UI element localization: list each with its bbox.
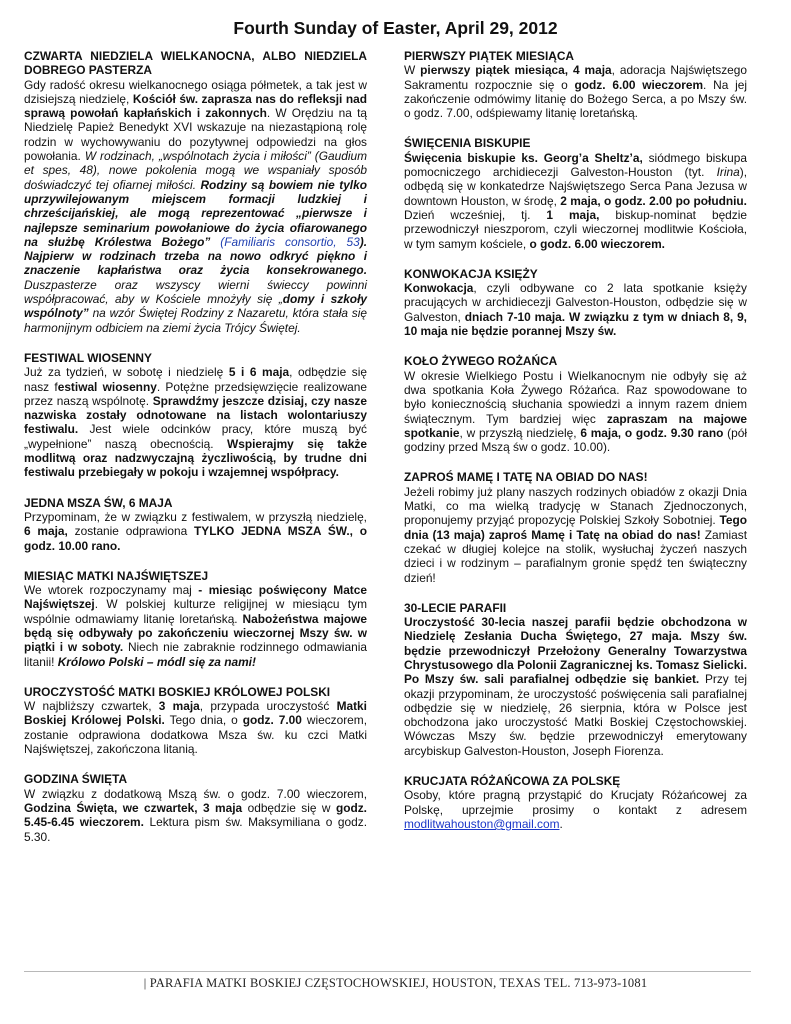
section-body: W najbliższy czwartek, 3 maja, przypada uroczystość Matki Boskiej Królowej Polski. Tego dnia, o godz. 7.00 wieczorem, zostanie odprawiona dodatkowa Msza św. ku czci Matki Najświętszej, zakończona litanią.: [24, 699, 367, 757]
section-body: Święcenia biskupie ks. Georg’a Sheltz’a, siódmego biskupa pomocniczego archidiecezji Galveston-Houston (tyt. Irina), odbędą się w konkatedrze Najświętszego Serca Pana Jezusa w downtown Houston, w środę, 2 maja, o godz. 2.00 po południu. Dzień wcześniej, tj. 1 maja, biskup-nominat będzie przewodniczył nieszporom, czyli wieczornej modlitwie Kościoła, w tym samym kościele, o godz. 6.00 wieczorem.: [404, 150, 747, 251]
section-heading: MIESIĄC MATKI NAJŚWIĘTSZEJ: [24, 568, 209, 583]
footer: | PARAFIA MATKI BOSKIEJ CZĘSTOCHOWSKIEJ, HOUSTON, TEXAS TEL. 713-973-1081: [143, 976, 648, 990]
section-heading: KRUCJATA RÓŻAŃCOWA ZA POLSKĘ: [404, 774, 621, 789]
footer-divider: [24, 971, 751, 972]
section-month-of-mary: [24, 569, 367, 669]
section-body: Konwokacja, czyli odbywane co 2 lata spotkanie księży pracujących w archidiecezji Galveston-Houston, odbędzie się w Galveston, dniach 7-10 maja. W związku z tym w dniach 8, 9, 10 maja nie będzie porannej Mszy św.: [404, 281, 747, 339]
section-one-mass: [24, 496, 367, 553]
section-rosary-crusade: [404, 774, 747, 831]
section-heading: KONWOKACJA KSIĘŻY: [404, 266, 538, 281]
left-column: [24, 49, 367, 860]
section-body: Uroczystość 30-lecia naszej parafii będzie obchodzona w Niedzielę Zesłania Ducha Świętego, 27 maja. Mszy św. będzie przewodniczył Przełożony Generalny Towarzystwa Chrystusowego dla Polonii Zagranicznej ks. Tomasz Sielicki. Po Mszy św. sali parafialnej odbędzie się bankiet. Przy tej okazji przypominam, że uroczystość poświęcenia sali parafialnej odbędzie się w niedzielę, 26 sierpnia, która w Polsce jest obchodzona jako uroczystość Matki Boskiej Częstochowskiej. Wówczas Mszy św. będzie przewodniczył emerytowany arcybiskup Galveston-Houston, Joseph Fiorenza.: [404, 615, 748, 758]
section-body: W okresie Wielkiego Postu i Wielkanocnym nie odbyły się aż dwa spotkania Koła Żywego Różańca. Raz spowodowane to było koniecznością słuchania spowiedzi a innym razem dniem świątecznym. Tym bardziej więc zapraszam na majowe spotkanie, w przyszłą niedzielę, 6 maja, o godz. 9.30 rano (pół godziny przed Mszą św o godz. 10.00).: [404, 368, 748, 455]
section-heading: CZWARTA NIEDZIELA WIELKANOCNA, ALBO NIEDZIELA DOBREGO PASTERZA: [24, 49, 367, 78]
section-body: Już za tydzień, w sobotę i niedzielę 5 i 6 maja, odbędzie się nasz festiwal wiosenny. Potężne przedsięwzięcie realizowane przez naszą wspólnotę. Sprawdźmy jeszcze dzisiaj, czy nasze nazwiska zostały odnotowane na listach wolontariuszy festiwalu. Jest wiele odcinków pracy, które muszą być „wypełnione” naszą obecnością. Wspierajmy się także modlitwą oraz nadzwyczajną życzliwością, by trudne dni festiwalu przebiegały w pokoju i wzajemnej współpracy.: [24, 365, 368, 480]
section-body: Gdy radość okresu wielkanocnego osiąga półmetek, a tak jest w dzisiejszą niedzielę, Kościół św. zaprasza nas do refleksji nad sprawą powołań kapłańskich i zakonnych. W Orędziu na tą Niedzielę Papież Benedykt XVI wskazuje na niezastąpioną rolę rodzin w wychowywaniu do pozytywnej odpowiedzi na głos powołania. W rodzinach, „wspólnotach życia i miłości” (Gaudium et spes, 48), nowe pokolenia mogą we wspaniały sposób doświadczyć tej ofiarnej miłości. Rodziny są bowiem nie tylko uprzywilejowanym miejscem formacji ludzkiej i chrześcijańskiej, ale mogą reprezentować „pierwsze i najlepsze seminarium powołaniowe do życia ofiarowanego na służbę Królestwa Bożego” (Familiaris consortio, 53). Najpierw w rodzinach trzeba na nowo odkryć piękno i znaczenie kapłaństwa oraz życia konsekrowanego. Duszpasterze oraz wszyscy wierni świeccy powinni współpracować, aby w Kościele mnożyły się „domy i szkoły wspólnoty” na wzór Świętej Rodziny z Nazaretu, która stała się harmonijnym odbiciem na ziemi życia Trójcy Świętej.: [24, 77, 368, 335]
section-body: Osoby, które pragną przystąpić do Krucjaty Różańcowej za Polskę, uprzejmie prosimy o kontakt z adresem modlitwahouston@gmail.com.: [404, 788, 747, 831]
right-column: [404, 49, 747, 847]
section-holy-hour: [24, 772, 367, 843]
section-body: Przypominam, że w związku z festiwalem, w przyszłą niedzielę, 6 maja, zostanie odprawiona TYLKO JEDNA MSZA ŚW., o godz. 10.00 rano.: [24, 509, 367, 553]
section-heading: UROCZYSTOŚĆ MATKI BOSKIEJ KRÓLOWEJ POLSKI: [24, 684, 331, 699]
section-heading: GODZINA ŚWIĘTA: [24, 772, 128, 787]
section-parish-anniversary: [404, 601, 747, 758]
section-heading: PIERWSZY PIĄTEK MIESIĄCA: [404, 49, 575, 63]
section-heading: KOŁO ŻYWEGO ROŻAŃCA: [404, 354, 558, 369]
email-link[interactable]: modlitwahouston@gmail.com: [404, 816, 560, 831]
section-heading: ZAPROŚ MAMĘ I TATĘ NA OBIAD DO NAS!: [404, 470, 648, 485]
section-body: W pierwszy piątek miesiąca, 4 maja, adoracja Najświętszego Sakramentu rozpocznie się o godz. 6.00 wieczorem. Na jej zakończenie odmówimy litanię do Bożego Serca, a po Mszy św. o godz. 7.00, odśpiewamy litanię loretańską.: [404, 63, 748, 121]
section-heading: JEDNA MSZA ŚW, 6 MAJA: [24, 495, 173, 510]
familiaris-consortio-link[interactable]: (Familiaris consortio,: [220, 234, 337, 249]
section-body: W związku z dodatkową Mszą św. o godz. 7.00 wieczorem, Godzina Święta, we czwartek, 3 maja odbędzie się w godz. 5.45-6.45 wieczorem. Lektura pism św. Maksymiliana o godz. 5.30.: [24, 786, 367, 844]
section-heading: FESTIWAL WIOSENNY: [24, 350, 152, 365]
section-spring-festival: [24, 351, 367, 480]
section-easter-sunday: [24, 49, 367, 335]
section-invite-parents: [404, 470, 747, 584]
section-heading: ŚWIĘCENIA BISKUPIE: [404, 136, 531, 151]
section-living-rosary: [404, 354, 747, 454]
section-first-friday: [404, 49, 747, 120]
section-priests-convocation: [404, 267, 747, 338]
page-title: Fourth Sunday of Easter, April 29, 2012: [233, 18, 558, 38]
section-body: We wtorek rozpoczynamy maj - miesiąc poświęcony Matce Najświętszej. W polskiej kulturze religijnej w miesiącu tym wspólnie odmawiamy litanię loretańską. Nabożeństwa majowe będą się odbywały po zakończeniu wieczornej Mszy św. w piątki i w soboty. Niech nie zabraknie rodzinnego odmawiania litanii! Królowo Polski – módl się za nami!: [24, 583, 368, 669]
section-episcopal-ordination: [404, 136, 747, 250]
section-heading: 30-LECIE PARAFII: [404, 600, 507, 615]
section-queen-of-poland: [24, 685, 367, 756]
section-body: Jeżeli robimy już plany naszych rodzinych obiadów z okazji Dnia Matki, co ma wielką tradycję w Stanach Zjednoczonych, proponujemy przyjąć propozycję Polskiej Szkoły Sobotniej. Tego dnia (13 maja) zaproś Mamę i Tatę na obiad do nas! Zamiast czekać w długiej kolejce na stolik, wysłuchaj życzeń naszych dzieci i w rodzinym – parafialnym gronie spędź ten świąteczny dzień!: [404, 484, 747, 585]
